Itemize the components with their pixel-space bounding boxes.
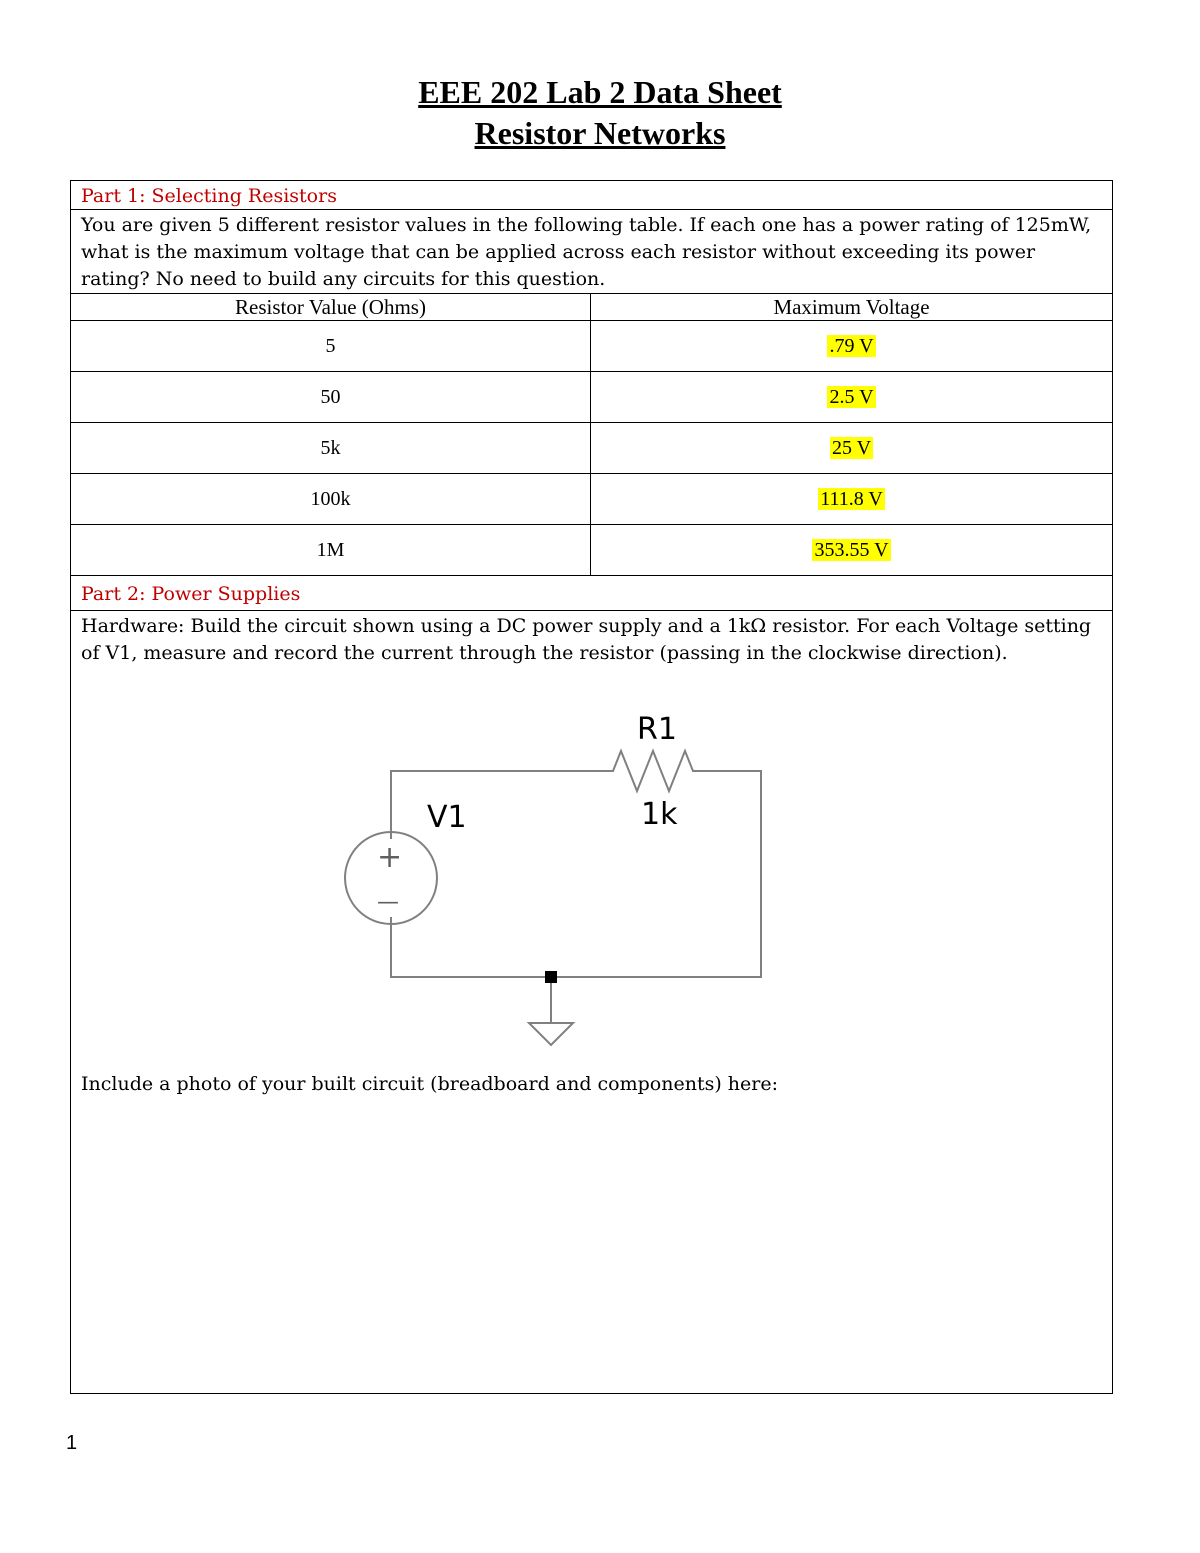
- wire-left-top: [391, 771, 604, 839]
- v1-label: V1: [427, 800, 467, 835]
- voltage-answer-highlight: 25 V: [831, 436, 872, 459]
- resistor-value-cell: 50: [71, 372, 591, 423]
- max-voltage-cell: [591, 321, 1113, 372]
- ground-node-dot: [545, 971, 557, 983]
- voltage-answer-highlight: 353.55 V: [814, 538, 889, 561]
- page-number: 1: [66, 1432, 78, 1454]
- resistor-value-cell: 5k: [71, 423, 591, 474]
- document-subtitle: Resistor Networks: [474, 115, 726, 151]
- voltage-answer-highlight: .79 V: [829, 334, 874, 357]
- r1-label: R1: [637, 712, 677, 747]
- voltage-answer-highlight: 111.8 V: [820, 487, 883, 510]
- max-voltage-cell: [591, 423, 1113, 474]
- max-voltage-cell: [591, 372, 1113, 423]
- resistor-value-cell: 1M: [71, 525, 591, 576]
- minus-sign: —: [377, 890, 399, 915]
- column-header-resistor: Resistor Value (Ohms): [71, 294, 591, 321]
- voltage-answer-highlight: 2.5 V: [829, 385, 874, 408]
- part2-heading: Part 2: Power Supplies: [71, 576, 1113, 611]
- max-voltage-cell: [591, 525, 1113, 576]
- resistor-value-cell: 5: [71, 321, 591, 372]
- table-row: [71, 372, 1113, 423]
- table-row: [71, 474, 1113, 525]
- plus-sign: +: [377, 840, 403, 875]
- max-voltage-cell: [591, 474, 1113, 525]
- resistor-value-cell: 100k: [71, 474, 591, 525]
- resistor-value-label: 1k: [641, 797, 678, 832]
- part2-instructions: Hardware: Build the circuit shown using a DC power supply and a 1kΩ resistor. For each Voltage setting of V1, measure and record the current through the resistor (passing in the clockwise direction).: [81, 615, 1092, 664]
- part1-intro: You are given 5 different resistor values in the following table. If each one has a power rating of 125mW, what is the maximum voltage that can be applied across each resistor without exceeding its power rating? No need to build any circuits for this question.: [71, 210, 1113, 294]
- circuit-schematic: [71, 611, 1111, 1071]
- wire-left-bottom: [391, 917, 551, 977]
- part1-heading: Part 1: Selecting Resistors: [71, 181, 1113, 210]
- table-row: [71, 321, 1113, 372]
- table-row: [71, 423, 1113, 474]
- ground-icon: [529, 1023, 573, 1045]
- column-header-voltage: Maximum Voltage: [591, 294, 1113, 321]
- data-sheet-table: [70, 180, 1113, 1394]
- document-title: EEE 202 Lab 2 Data Sheet: [418, 74, 782, 110]
- resistor-symbol: [604, 751, 701, 791]
- table-row: [71, 525, 1113, 576]
- photo-prompt: Include a photo of your built circuit (breadboard and components) here:: [81, 1073, 778, 1095]
- part2-body: [71, 611, 1113, 1394]
- data-sheet: [70, 180, 1112, 1394]
